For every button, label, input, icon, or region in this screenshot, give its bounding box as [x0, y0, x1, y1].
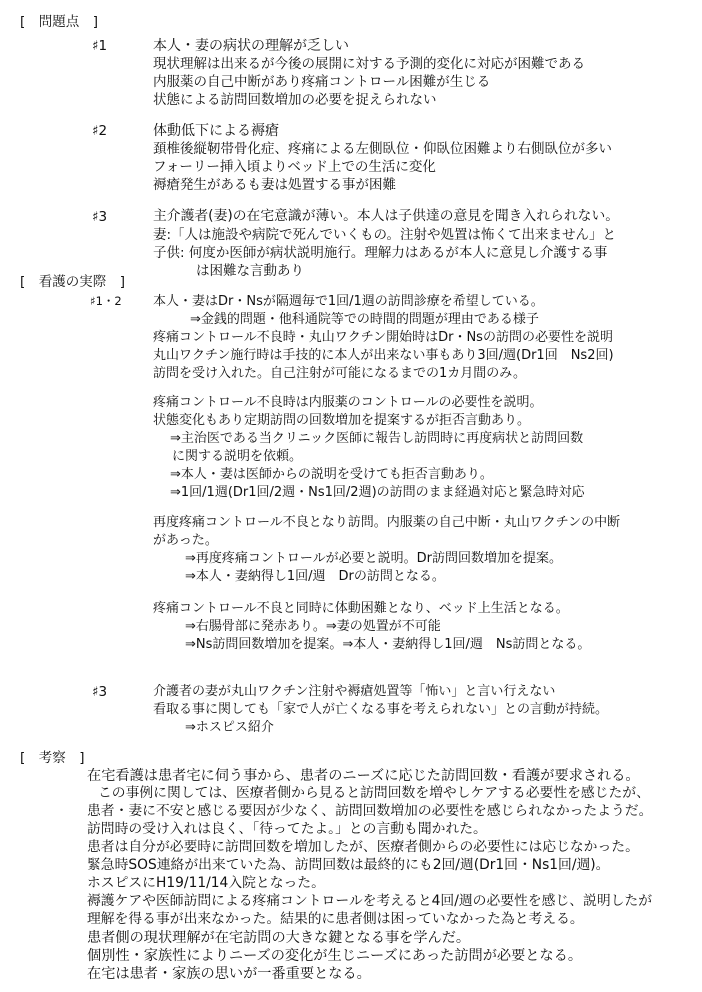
discussion-line-9: 理解を得る事が出来なかった。結果的に患者側は困っていなかった為と考える。	[87, 911, 584, 927]
section-heading-discussion: [ 考察 ]	[20, 750, 85, 766]
problem-1-line-1: 現状理解は出来るが今後の展開に対する予測的変化に対応が困難である	[153, 56, 585, 72]
discussion-line-2: この事例に関しては、医療者側から見ると訪問回数を増やしケアする必要性を感じたが、	[98, 785, 650, 801]
problem-number-1: ♯1	[92, 38, 108, 54]
nursing-number-3: ♯3	[92, 684, 108, 700]
section-heading-nursing: [ 看護の実際 ]	[20, 274, 126, 290]
nursing-2-line-5: ⇒本人・妻は医師からの説明を受けても拒否言動あり。	[170, 467, 493, 482]
nursing-1-line-1: 本人・妻はDr・Nsが隔週毎で1回/1週の訪問診療を希望している。	[153, 294, 544, 309]
problem-3-line-2: 子供: 何度か医師が病状説明施行。理解力はあるが本人に意見し介護する事	[153, 245, 608, 261]
nursing-2-line-2: 状態変化もあり定期訪問の回数増加を提案するが拒否言動あり。	[153, 413, 531, 428]
nursing-1-line-2: ⇒金銭的問題・他科通院等での時間的問題が理由である様子	[190, 312, 539, 327]
nursing-4-line-3: ⇒Ns訪問回数増加を提案。⇒本人・妻納得し1回/週 Ns訪問となる。	[185, 637, 591, 652]
nursing-3-line-2: があった。	[153, 533, 218, 548]
nursing-5-line-2: 看取る事に関しても「家で人が亡くなる事を考えられない」との言動が持続。	[153, 702, 609, 717]
problem-heading-2: 体動低下による褥瘡	[153, 123, 279, 139]
nursing-5-line-3: ⇒ホスピス紹介	[185, 720, 274, 735]
discussion-line-4: 訪問時の受け入れは良く、「待ってたよ。」との言動も聞かれた。	[87, 821, 487, 837]
discussion-line-5: 患者は自分が必要時に訪問回数を増加したが、医療者側からの必要性には応じなかった。	[87, 839, 639, 855]
problem-2-line-3: 褥瘡発生があるも妻は処置する事が困難	[153, 177, 396, 193]
nursing-number-1-2: ♯1・2	[90, 294, 122, 308]
nursing-1-line-3: 疼痛コントロール不良時・丸山ワクチン開始時はDr・Nsの訪問の必要性を説明	[153, 330, 613, 345]
discussion-line-1: 在宅看護は患者宅に伺う事から、患者のニーズに応じた訪問回数・看護が要求される。	[87, 768, 640, 784]
nursing-3-line-3: ⇒再度疼痛コントロールが必要と説明。Dr訪問回数増加を提案。	[185, 551, 562, 566]
problem-number-2: ♯2	[92, 123, 108, 139]
discussion-line-7: ホスピスにH19/11/14入院となった。	[87, 875, 325, 891]
section-heading-problems: [ 問題点 ]	[20, 14, 99, 30]
problem-heading-3: 主介護者(妻)の在宅意識が薄い。本人は子供達の意見を聞き入れられない。	[153, 208, 620, 224]
discussion-line-11: 個別性・家族性によりニーズの変化が生じニーズにあった訪問が必要となる。	[87, 948, 583, 964]
discussion-line-3: 患者・妻に不安と感じる要因が少なく、訪問回数増加の必要性を感じられなかったようだ。	[87, 803, 653, 819]
nursing-2-line-4: に関する説明を依頼。	[172, 449, 303, 464]
problem-3-line-3: は困難な言動あり	[196, 263, 304, 279]
discussion-line-12: 在宅は患者・家族の思いが一番重要となる。	[87, 966, 371, 982]
discussion-line-6: 緊急時SOS連絡が出来ていた為、訪問回数は最終的にも2回/週(Dr1回・Ns1回/週)。	[87, 857, 610, 873]
nursing-3-line-1: 再度疼痛コントロール不良となり訪問。内服薬の自己中断・丸山ワクチンの中断	[153, 515, 621, 530]
problem-3-line-1: 妻:「人は施設や病院で死んでいくもの。注射や処置は怖くて出来ません」と	[153, 227, 617, 243]
problem-2-line-1: 頚椎後縦靭帯骨化症、疼痛による左側臥位・仰臥位困難より右側臥位が多い	[153, 141, 612, 157]
problem-number-3: ♯3	[92, 209, 108, 225]
discussion-line-8: 褥護ケアや医師訪問による疼痛コントロールを考えると4回/週の必要性を感じ、説明したが	[87, 893, 653, 909]
discussion-line-10: 患者側の現状理解が在宅訪問の大きな鍵となる事を学んだ。	[87, 930, 471, 946]
nursing-4-line-1: 疼痛コントロール不良と同時に体動困難となり、ベッド上生活となる。	[153, 601, 569, 616]
nursing-4-line-2: ⇒右腸骨部に発赤あり。⇒妻の処置が不可能	[185, 619, 441, 634]
problem-heading-1: 本人・妻の病状の理解が乏しい	[153, 38, 349, 54]
nursing-2-line-6: ⇒1回/1週(Dr1回/2週・Ns1回/2週)の訪問のまま経過対応と緊急時対応	[170, 485, 585, 500]
problem-1-line-2: 内服薬の自己中断があり疼痛コントロール困難が生じる	[153, 74, 491, 90]
nursing-5-line-1: 介護者の妻が丸山ワクチン注射や褥瘡処置等「怖い」と言い行えない	[153, 684, 556, 699]
nursing-2-line-3: ⇒主治医である当クリニック医師に報告し訪問時に再度病状と訪問回数	[170, 431, 584, 446]
nursing-3-line-4: ⇒本人・妻納得し1回/週 Drの訪問となる。	[185, 569, 445, 584]
nursing-2-line-1: 疼痛コントロール不良時は内服薬のコントロールの必要性を説明。	[153, 395, 543, 410]
nursing-1-line-4: 丸山ワクチン施行時は手技的に本人が出来ない事もあり3回/週(Dr1回 Ns2回)	[153, 348, 614, 363]
problem-1-line-3: 状態による訪問回数増加の必要を捉えられない	[153, 92, 437, 108]
nursing-1-line-5: 訪問を受け入れた。自己注射が可能になるまでの1カ月間のみ。	[153, 366, 527, 381]
problem-2-line-2: フォーリー挿入頃よりベッド上での生活に変化	[153, 159, 436, 175]
